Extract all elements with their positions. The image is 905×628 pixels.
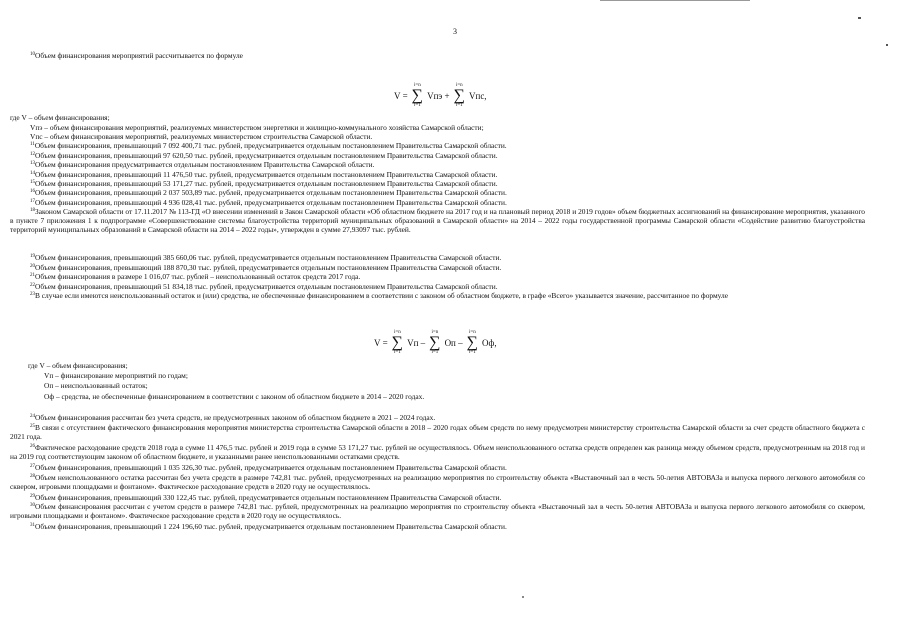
footnote-17: $^{17}$Объем финансирования, превышающий 4 936 028,41 тыс. рублей, предусматривается отдельным постановлением Правительства Самарской области. [30, 198, 507, 207]
sum-symbol-2b: i=n ∑ i=1 [429, 330, 441, 355]
footnote-10: $^{10}$Объем финансирования мероприятий рассчитывается по формуле [30, 51, 243, 60]
where-2: где V – объем финансирования; [28, 361, 128, 370]
footnote-29: $^{29}$Объем финансирования, превышающий 330 122,45 тыс. рублей, предусматривается отдельным постановлением Правительства Самарской области. [30, 493, 502, 502]
sum-symbol-2a: i=n ∑ i=1 [391, 330, 404, 355]
scan-mark-top [600, 0, 750, 1]
footnote-30: $^{30}$Объем финансирования рассчитан с учетом средств в размере 742,81 тыс. рублей, предусмотренных на реализацию мероприятия по строительству объекта «Выставочный зал в честь 50-летия АВТОВАЗа и выпуска первого легкового автомобиля со сквером, игровыми площадками и фонтаном». Фактическое расходование средств в 2020 году не осуществлялось. [10, 502, 865, 520]
footnote-16: $^{16}$Объем финансирования, превышающий 2 037 503,89 тыс. рублей, предусматривается отдельным постановлением Правительства Самарской области. [30, 188, 507, 197]
formula-2: V = i=n ∑ i=1 Vп – i=n ∑ i=1 Оп – i=n ∑ i=1 Оф, [374, 330, 497, 355]
scan-dot-bottom [522, 596, 524, 598]
page-number: 3 [453, 27, 457, 36]
footnote-19: $^{19}$Объем финансирования, превышающий 385 660,06 тыс. рублей, предусматривается отдельным постановлением Правительства Самарской области. [30, 253, 502, 262]
footnote-12: $^{12}$Объем финансирования, превышающий 97 620,50 тыс. рублей, предусматривается отдельным постановлением Правительства Самарской области. [30, 151, 498, 160]
footnote-11: $^{11}$Объем финансирования, превышающий 7 092 400,71 тыс. рублей, предусматривается отдельным постановлением Правительства Самарской области. [30, 141, 507, 150]
footnote-24: $^{24}$Объем финансирования рассчитан без учета средств, не предусмотренных законом об областном бюджете в 2021 – 2024 годах. [30, 413, 436, 422]
definition-op: Оп – неиспользованный остаток; [44, 381, 148, 390]
scan-mark-right [858, 17, 861, 19]
footnote-31: $^{31}$Объем финансирования, превышающий 1 224 196,60 тыс. рублей, предусматривается отдельным постановлением Правительства Самарской области. [30, 522, 507, 531]
definition-vp: Vп – финансирование мероприятий по годам; [44, 371, 188, 380]
sum-symbol-1a: i=n ∑ i=1 [411, 83, 424, 108]
footnote-14: $^{14}$Объем финансирования, превышающий 11 476,50 тыс. рублей, предусматривается отдельным постановлением Правительства Самарской области. [30, 170, 498, 179]
where-1: где V – объем финансирования; [10, 113, 110, 122]
footnote-13: $^{13}$Объем финансирования предусматривается отдельным постановлением Правительства Самарской области. [30, 160, 375, 169]
footnote-22: $^{22}$Объем финансирования, превышающий 51 834,18 тыс. рублей, предусматривается отдельным постановлением Правительства Самарской области. [30, 282, 498, 291]
definition-of: Оф – средства, не обеспеченные финансированием в соответствии с законом об областном бюджете в 2014 – 2020 годах. [44, 392, 425, 401]
formula-1: V = i=n ∑ i=1 Vпэ + i=n ∑ i=1 Vпс, [394, 83, 487, 108]
scan-mark-right-2 [886, 44, 888, 46]
footnote-25: $^{25}$В связи с отсутствием фактического финансирования мероприятия министерства строительства Самарской области в 2018 – 2020 годах объем средств по нему предусмотрен министерству строительства Самарской области за счет средств областного бюджета с 2021 года. [10, 423, 865, 441]
sum-symbol-1b: i=n ∑ i=1 [453, 83, 465, 108]
footnote-23: $^{23}$В случае если имеются неиспользованный остаток и (или) средства, не обеспеченные финансированием в соответствии с законом об областном бюджете, в графе «Всего» указывается значение, рассчитанное по формуле [30, 291, 729, 300]
sum-symbol-2c: i=n ∑ i=1 [466, 330, 479, 355]
definition-vpe: Vпэ – объем финансирования мероприятий, реализуемых министерством энергетики и жилищно-коммунального хозяйства Самарской области; [30, 123, 484, 132]
footnote-18: $^{18}$Законом Самарской области от 17.11.2017 № 113-ГД «О внесении изменений в Закон Самарской области «Об областном бюджете на 2017 год и на плановый период 2018 и 2019 годов» объем бюджетных ассигнований на финансирование мероприятия, указанного в пункте 7 приложения 1 к подпрограмме «Совершенствование системы благоустройства территорий муниципальных образований в Самарской области» на 2014 – 2022 годы государственной программы Самарской области «Содействие развитию благоустройства территорий муниципальных образований в Самарской области на 2014 – 2022 годы», утвержден в сумме 27,93097 тыс. рублей. [10, 207, 865, 234]
definition-vps: Vпс – объем финансирования мероприятий, реализуемых министерством строительства Самарской области. [30, 132, 373, 141]
footnote-20: $^{20}$Объем финансирования, превышающий 188 870,30 тыс. рублей, предусматривается отдельным постановлением Правительства Самарской области. [30, 263, 502, 272]
footnote-21: $^{21}$Объем финансирования в размере 1 016,07 тыс. рублей – неиспользованный остаток средств 2017 года. [30, 272, 361, 281]
footnote-27: $^{27}$Объем финансирования, превышающий 1 035 326,30 тыс. рублей, предусматривается отдельным постановлением Правительства Самарской области. [30, 463, 507, 472]
footnote-26: $^{26}$Фактическое расходование средств 2018 года в сумме 11 476,5 тыс. рублей и 2019 года в сумме 53 171,27 тыс. рублей не осуществлялось. Объем неиспользованного остатка средств определен как разница между объемом средств, предусмотренным на 2018 год и на 2019 год соответствующим законом об областном бюджете, и указанными ранее неиспользованными остатками средств. [10, 443, 865, 461]
footnote-15: $^{15}$Объем финансирования, превышающий 53 171,27 тыс. рублей, предусматривается отдельным постановлением Правительства Самарской области. [30, 179, 498, 188]
footnote-28: $^{28}$Объем неиспользованного остатка рассчитан без учета средств в размере 742,81 тыс. рублей, предусмотренных на реализацию мероприятия по строительству объекта «Выставочный зал в честь 50-летия АВТОВАЗа и выпуска первого легкового автомобиля со сквером, игровыми площадками и фонтаном». Фактическое расходование средств в 2020 году не осуществлялось. [10, 473, 865, 491]
